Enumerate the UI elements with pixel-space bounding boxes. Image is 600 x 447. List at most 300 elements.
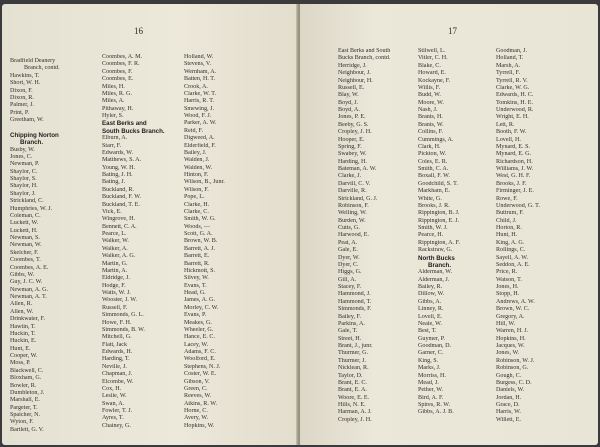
member-name: Bradfield Deanery bbox=[10, 58, 56, 64]
member-name: Darville, R. bbox=[338, 188, 367, 195]
member-name: Coles, E. R. bbox=[418, 158, 448, 165]
member-name: Vitler, C. H. bbox=[418, 55, 448, 62]
member-name: King, S. bbox=[418, 357, 439, 364]
member-name: Darvill, C. V. bbox=[338, 180, 371, 187]
member-name: Bating, J. bbox=[102, 179, 126, 186]
member-name: Bennett, C. A. bbox=[102, 223, 137, 230]
member-name: Welling, W. bbox=[338, 210, 367, 217]
member-name: Buckland, F. W. bbox=[102, 194, 141, 201]
member-name: Edwards, H. C. bbox=[496, 92, 534, 99]
member-name: Wyton, F. bbox=[10, 419, 34, 426]
member-name: Buckland, T. E. bbox=[102, 201, 140, 208]
name-column-left-3 bbox=[184, 54, 225, 430]
member-name: Wingrove, H. bbox=[102, 216, 136, 223]
member-name: Coleman, C. bbox=[10, 212, 41, 219]
member-name: Hunt, E. bbox=[10, 345, 31, 352]
left-page bbox=[2, 4, 298, 445]
member-name: Gibbs, W. bbox=[10, 271, 35, 278]
member-name: Thurmer, G. bbox=[338, 350, 369, 357]
member-name: Shaylor, H. bbox=[10, 183, 38, 190]
member-name: Bailey, R. bbox=[418, 284, 443, 290]
member-name: Brooks, J. F. bbox=[496, 180, 527, 187]
member-name: Guymer, P. bbox=[418, 335, 446, 342]
member-name: Garner, C. bbox=[418, 350, 444, 357]
member-name: Willett, E. bbox=[496, 416, 521, 423]
member-name: Short, W. H. bbox=[10, 80, 41, 87]
member-name: Skelcher, F. bbox=[10, 249, 39, 256]
member-name: Drinkwater, F. bbox=[10, 316, 45, 323]
member-name: Allen, W. bbox=[10, 308, 34, 315]
member-name: Cutts, G. bbox=[338, 225, 360, 231]
branch-heading: East Berks and bbox=[102, 120, 147, 128]
page-number-right: 17 bbox=[448, 26, 457, 36]
branch-heading: Chipping Norton bbox=[10, 131, 59, 139]
member-name: Holland, W. bbox=[184, 54, 214, 60]
member-name: Harris, W. bbox=[496, 409, 521, 416]
member-name: Hooper, E. bbox=[338, 136, 365, 143]
member-name: Pearce, L. bbox=[102, 231, 127, 237]
member-name: Rippington, B. J. bbox=[418, 210, 460, 217]
member-name: Moore, W. bbox=[418, 99, 444, 106]
member-name: Bloxham, G. bbox=[10, 375, 42, 382]
member-name: Nicklean, R. bbox=[338, 365, 369, 372]
member-name: Flatt, Jack bbox=[102, 341, 128, 348]
member-name: Luckett, H. bbox=[10, 227, 38, 234]
member-name: Bartlett, G. V. bbox=[10, 426, 44, 433]
member-name: Brant, E. C. bbox=[338, 379, 367, 386]
member-name bbox=[10, 124, 60, 131]
member-name: Taylor, D. bbox=[338, 372, 363, 379]
member-name: White, G. bbox=[418, 195, 442, 202]
member-name: Harris, R. T. bbox=[184, 98, 215, 105]
member-name: Woods, — bbox=[184, 223, 210, 230]
member-name: Brant, J., junr. bbox=[338, 343, 373, 349]
member-name: Rowe, F. bbox=[496, 195, 518, 202]
member-name: Lacey, W. bbox=[184, 341, 209, 348]
member-name: Mynard, E. S. bbox=[496, 143, 531, 150]
member-name: Shaylor, C. bbox=[10, 168, 38, 175]
member-name: Barrett, R. bbox=[184, 260, 210, 267]
member-name: Rippington, E. J. bbox=[418, 217, 460, 224]
member-name: Coombes, A. E. bbox=[10, 264, 49, 271]
member-name: Guy, J. C. W. bbox=[10, 279, 43, 286]
member-name: Lovell, E. bbox=[418, 313, 443, 320]
member-name: Stacey, F. bbox=[338, 284, 362, 290]
member-name: Hunt, H. bbox=[496, 232, 518, 239]
member-name: Alderman, W. bbox=[418, 269, 453, 276]
member-name: Gibbs, A. J. B. bbox=[418, 409, 454, 416]
member-name: Hyler, S. bbox=[102, 113, 124, 119]
member-name: Watts, W. J. bbox=[102, 290, 131, 296]
member-name: Cropley, J. H. bbox=[338, 416, 372, 423]
member-name: Andrews, A. W. bbox=[496, 298, 535, 305]
member-name: Edwards, H. bbox=[102, 349, 133, 355]
member-name: Hill, W. bbox=[496, 320, 516, 327]
member-name: Smewing, J. bbox=[184, 105, 214, 112]
member-name: Underwood, G. T. bbox=[496, 202, 540, 209]
member-name: Meakes, G. bbox=[184, 319, 212, 326]
member-name: Parkins, A. bbox=[338, 320, 365, 327]
member-name: Gibbs, A. bbox=[418, 298, 442, 305]
member-name: Luckett, W. bbox=[10, 220, 39, 227]
member-name: Sayell, A. W. bbox=[496, 254, 528, 261]
member-name: Wood, F. J. bbox=[184, 113, 212, 119]
member-name: Bucks Branch, contd. bbox=[338, 55, 391, 62]
branch-continuation: Branch, contd. bbox=[24, 65, 60, 72]
member-name: Walker, W. bbox=[102, 238, 129, 245]
member-name: Shaylor, S. bbox=[10, 176, 37, 182]
member-name: Newman, A. T. bbox=[10, 294, 47, 300]
member-name: Gregory, A. bbox=[496, 313, 525, 320]
member-name: Clark, H. bbox=[418, 143, 441, 150]
right-page bbox=[300, 4, 598, 445]
member-name: Vick, E. bbox=[102, 208, 122, 215]
member-name: Cummings, A. bbox=[418, 136, 454, 143]
member-name: Smith, W. G. bbox=[184, 216, 216, 223]
member-name: Dyer, W. bbox=[338, 254, 360, 261]
name-column-right-1 bbox=[338, 48, 390, 424]
member-name: Bateman, A. W. bbox=[338, 166, 377, 172]
member-name: Jordan, H. bbox=[496, 394, 522, 401]
member-name: Howard, E. bbox=[418, 70, 446, 77]
member-name: Bird, A. F. bbox=[418, 394, 444, 401]
member-name: Booth, F. W. bbox=[496, 129, 527, 136]
member-name: Newman, S. bbox=[10, 235, 40, 241]
member-name: Avery, W. bbox=[184, 415, 209, 422]
page-number-left: 16 bbox=[134, 26, 143, 36]
member-name: Blay, W. bbox=[338, 92, 359, 99]
member-name: Jones, P. E. bbox=[338, 114, 366, 121]
member-name: Chapman, J. bbox=[102, 371, 133, 378]
member-name: Marks, J. bbox=[418, 365, 441, 372]
member-name: Head, G. bbox=[184, 290, 206, 296]
member-name: Blake, C. bbox=[418, 62, 441, 69]
branch-heading: North Bucks bbox=[418, 254, 455, 262]
member-name: Russell, F. bbox=[102, 304, 128, 311]
member-name: Neville, J. bbox=[102, 363, 127, 370]
member-name: Goodchild, S. T. bbox=[418, 180, 458, 187]
member-name: Brooks, J. R. bbox=[418, 202, 450, 209]
member-name: Hawkins, T. bbox=[10, 72, 40, 79]
member-name: Harwood, E. bbox=[338, 232, 369, 239]
member-name: Daniels, W. bbox=[496, 387, 525, 394]
branch-heading: Branch. bbox=[20, 139, 44, 147]
member-name: Clarke, W. G. bbox=[496, 84, 530, 91]
member-name: Peat, A. bbox=[338, 239, 358, 246]
member-name: Batten, H. T. bbox=[184, 76, 216, 83]
member-name: Russell, E. bbox=[338, 84, 365, 91]
member-name: Moss, P. bbox=[10, 360, 31, 367]
member-name: Atkins, R. W. bbox=[184, 400, 218, 407]
member-name: West, G. H. F. bbox=[496, 173, 531, 180]
member-name: Spires, R. W. bbox=[418, 402, 450, 408]
member-name: Jones, H. bbox=[496, 284, 519, 290]
member-name: Stevens, V. bbox=[184, 61, 212, 68]
member-name: Clarke, H. bbox=[184, 201, 210, 208]
member-name: Linney, R. bbox=[418, 306, 444, 313]
member-name: Strickland, G. J. bbox=[338, 195, 378, 202]
member-name: Jones, C. bbox=[10, 153, 33, 160]
member-name: Bowler, R. bbox=[10, 382, 37, 389]
member-name: Herridge, J. bbox=[338, 62, 367, 69]
member-name: Harding, T. bbox=[102, 356, 130, 363]
member-name: Gill, A. bbox=[338, 276, 357, 283]
member-name: Woore, E. E. bbox=[338, 394, 370, 401]
member-name: Morriss, H. bbox=[418, 372, 446, 379]
member-name: Coombes, F. bbox=[102, 68, 133, 75]
member-name: Greetham, W. bbox=[10, 117, 44, 123]
member-name: Newman, A. G. bbox=[10, 286, 49, 293]
member-name: Buckland, R. bbox=[102, 186, 134, 193]
member-name: Brown, W. C. bbox=[496, 306, 530, 313]
member-name: Richardson, H. bbox=[496, 158, 533, 165]
member-name: Print, P. bbox=[10, 109, 30, 116]
member-name: Neale, W. bbox=[418, 320, 442, 327]
member-name: Burgess, C. D. bbox=[496, 379, 532, 386]
member-name: Harding, H. bbox=[338, 158, 367, 165]
member-name: Tomkins, H. E. bbox=[496, 99, 533, 106]
member-name: Simmonds, B. W. bbox=[102, 326, 145, 333]
member-name: Price, R. bbox=[496, 269, 518, 276]
member-name: Robinson, W. J. bbox=[496, 357, 535, 364]
member-name: Pether, W. bbox=[418, 387, 443, 394]
member-name: Newman, W. bbox=[10, 242, 42, 249]
member-name: Gale, E. bbox=[338, 247, 358, 254]
member-name: Leslie, W. bbox=[102, 393, 127, 400]
member-name: Simmonds, G. L. bbox=[102, 312, 144, 319]
member-name: Howe, F. H. bbox=[102, 319, 132, 326]
member-name: Reid, F. bbox=[184, 127, 203, 134]
member-name: Woolford, E. bbox=[184, 356, 216, 363]
member-name: Spring, F. bbox=[338, 143, 362, 150]
member-name: Mead, J. bbox=[418, 379, 439, 386]
member-name: Barrett, A. J. bbox=[184, 245, 215, 252]
member-name: Ayres, T. bbox=[102, 415, 124, 422]
member-name: Miles, H. bbox=[102, 83, 125, 90]
member-name: Miles, A. bbox=[102, 98, 125, 105]
member-name: Simmonds, F. bbox=[338, 306, 372, 313]
member-name: Evans, T. bbox=[184, 282, 207, 289]
member-name: Cox, H. bbox=[102, 385, 122, 392]
member-name: Best, T. bbox=[418, 328, 437, 335]
member-name: Young, W. H. bbox=[102, 164, 136, 171]
member-name: Coombes, T. bbox=[10, 257, 41, 264]
member-name: Cooper, W. bbox=[10, 353, 38, 359]
member-name: Smith, W. J. bbox=[418, 225, 448, 231]
member-name: Tyrrell, R. V. bbox=[496, 77, 528, 84]
member-name: Higgs, G. bbox=[338, 269, 362, 276]
member-name: Stephens, N. J. bbox=[184, 363, 221, 370]
member-name: Robinson, G. bbox=[496, 365, 529, 372]
member-name: Brants, W. bbox=[418, 121, 444, 128]
member-name: Thurmer, J. bbox=[338, 357, 367, 364]
member-name: Huckin, T. bbox=[10, 330, 36, 337]
member-name: Neighbour, H. bbox=[338, 77, 373, 84]
member-name: Cropley, J. H. bbox=[338, 129, 372, 136]
member-name: Coster, W. E. bbox=[184, 371, 217, 378]
member-name: Bating, J. H. bbox=[102, 172, 133, 178]
member-name: Huckin, E. bbox=[10, 338, 37, 345]
member-name: Brants, H. bbox=[418, 114, 443, 121]
member-name: Wernham, A. bbox=[184, 68, 217, 75]
member-name: Nash, J. bbox=[418, 107, 438, 113]
member-name: Lett, R. bbox=[496, 121, 515, 128]
member-name: Horton, R. bbox=[496, 225, 522, 231]
member-name: Buttrum, F. bbox=[496, 210, 524, 217]
member-name: Jacques, W. bbox=[496, 343, 525, 349]
member-name: Bailey, J. bbox=[184, 149, 207, 156]
member-name: Blackwell, C. bbox=[10, 367, 44, 374]
member-name: Lovell, H. bbox=[496, 136, 521, 143]
member-name: Underwood, R. bbox=[496, 107, 534, 113]
member-name: Wright, E. H. bbox=[496, 114, 529, 121]
member-name: Bailey, F. bbox=[338, 313, 361, 320]
member-name: Grace, D. bbox=[496, 402, 520, 408]
member-name: Spaicher, N. bbox=[10, 412, 41, 418]
name-column-right-2 bbox=[418, 48, 460, 417]
member-name: Eldridge, J. bbox=[102, 275, 130, 282]
member-name: Holland, T. bbox=[496, 55, 524, 62]
member-name: Tyrrell, F. bbox=[496, 70, 520, 77]
member-name: Shaylor, J. bbox=[10, 190, 36, 197]
member-name: Rippington, A. F. bbox=[418, 239, 461, 246]
member-name: Martin, A. bbox=[102, 267, 128, 274]
member-name: Swan, A. bbox=[102, 400, 125, 407]
member-name: King, A. G. bbox=[496, 239, 525, 246]
member-name: Strickland, C. bbox=[10, 198, 44, 205]
member-name: Brown, W. B. bbox=[184, 238, 218, 245]
member-name: James, A. G. bbox=[184, 297, 215, 304]
member-name: Seddon, A. E. bbox=[496, 261, 530, 268]
member-name: Wooster, J. W. bbox=[102, 297, 137, 304]
branch-heading: South Bucks Branch. bbox=[102, 127, 165, 135]
member-name: Pope, L. bbox=[184, 194, 205, 201]
member-name: Pickton, W. bbox=[418, 151, 447, 158]
member-name: Smith, C. A. bbox=[418, 166, 449, 172]
member-name: Scott, G. A. bbox=[184, 231, 213, 237]
member-name: Fowler, T. J. bbox=[102, 408, 133, 414]
member-name: Dillow, W. bbox=[418, 291, 445, 298]
member-name: Swabey, W. bbox=[338, 151, 367, 158]
member-name: Willis, F. bbox=[418, 84, 441, 91]
member-name: Coombes, A. M. bbox=[102, 54, 143, 60]
member-name: Boxall, F. W. bbox=[418, 173, 450, 180]
member-name: Horne, C. bbox=[184, 408, 208, 414]
member-name: Evans, P. bbox=[184, 312, 207, 319]
member-name: Rackstraw, G. bbox=[418, 247, 453, 254]
member-name: Hickmott, S. bbox=[184, 267, 215, 274]
member-name: Newman, P. bbox=[10, 161, 40, 168]
member-name: Allen, R. bbox=[10, 301, 33, 308]
member-name: Wilson, F. bbox=[184, 186, 209, 193]
member-name: Hopkins, W. bbox=[184, 422, 215, 429]
member-name: Parker, A. W. bbox=[184, 120, 217, 127]
member-name: Child, J. bbox=[496, 217, 517, 224]
member-name: Stilwell, L. bbox=[418, 48, 446, 54]
member-name: Digweed, A. bbox=[184, 135, 215, 142]
member-name: Coombes, F. R. bbox=[102, 61, 140, 68]
member-name: Beeby, G. S. bbox=[338, 121, 369, 128]
member-name: Coombes, E. bbox=[102, 76, 134, 83]
member-name: Dumbleton, J. bbox=[10, 389, 45, 396]
member-name: Hawtin, T. bbox=[10, 323, 36, 330]
member-name: Alderman, J. bbox=[418, 276, 450, 283]
member-name: Markham, E. bbox=[418, 188, 450, 195]
member-name: Budd, W. bbox=[418, 92, 441, 99]
member-name: Silvey, W. bbox=[184, 275, 209, 282]
member-name: Green, C. bbox=[184, 385, 208, 392]
member-name: Palmer, J. bbox=[10, 102, 34, 109]
member-name: Chainey, G. bbox=[102, 422, 131, 429]
member-name: Gale, T. bbox=[338, 328, 358, 335]
member-name: Hills, N. E. bbox=[338, 402, 366, 408]
name-column-right-3 bbox=[496, 48, 540, 424]
member-name: Gibson, V. bbox=[184, 378, 210, 385]
member-name: Clarke, C. bbox=[184, 208, 209, 215]
member-name: Barrett, E. bbox=[184, 253, 210, 260]
member-name: Dixon, R. bbox=[10, 94, 34, 101]
name-column-left-1 bbox=[10, 58, 60, 434]
member-name: East Berks and South bbox=[338, 48, 391, 54]
member-name: Hance, E. C. bbox=[184, 334, 215, 341]
member-name: Miles, R. G. bbox=[102, 90, 132, 97]
member-name: Crook, A. bbox=[184, 83, 208, 90]
member-name: Marsh, A. bbox=[496, 62, 521, 69]
member-name: Dixon, F. bbox=[10, 87, 33, 94]
member-name: Hopkins, H. bbox=[496, 335, 526, 342]
branch-heading: Branch. bbox=[428, 261, 452, 269]
member-name: Firminger, J. E. bbox=[496, 188, 534, 195]
member-name: Hodge, F. bbox=[102, 282, 126, 289]
member-name: Elburn, A. bbox=[102, 135, 128, 142]
member-name: Watson, T. bbox=[496, 276, 522, 283]
member-name: Clarke, W. T. bbox=[184, 90, 217, 97]
member-name: Marshall, E. bbox=[10, 397, 40, 404]
member-name: Walden, J. bbox=[184, 157, 210, 164]
member-name: Wheeler, G. bbox=[184, 326, 214, 333]
member-name: Mynard, E. G. bbox=[496, 151, 532, 158]
member-name: Starr, F. bbox=[102, 142, 122, 149]
name-column-left-2 bbox=[102, 54, 165, 430]
member-name: Warren, H. J. bbox=[496, 328, 529, 335]
member-name: Pearce, H. bbox=[418, 232, 444, 239]
member-name: Burden, W. bbox=[338, 217, 366, 224]
member-name: Elcombe, W. bbox=[102, 378, 134, 385]
member-name: Busby, W. bbox=[10, 146, 35, 153]
member-name: Martin, G. bbox=[102, 260, 128, 267]
member-name: Rollings, C. bbox=[496, 247, 526, 254]
member-name: Walker, A. G. bbox=[102, 253, 136, 260]
member-name: Morley, C. W. bbox=[184, 304, 219, 311]
member-name: Brant, E. A. bbox=[338, 387, 367, 394]
member-name: Boyd, J. bbox=[338, 99, 359, 106]
member-name: Mitchell, G. bbox=[102, 334, 132, 341]
member-name: Hinton, F. bbox=[184, 172, 209, 178]
member-name: Hammond, T. bbox=[338, 298, 372, 305]
member-name: Collins, F. bbox=[418, 129, 444, 136]
member-name: Stopp, H. bbox=[496, 291, 520, 298]
member-name: Matthews, S. A. bbox=[102, 157, 142, 164]
member-name: Hammond, J. bbox=[338, 291, 371, 298]
member-name: Clarke, J. bbox=[338, 173, 362, 180]
member-name: Pithaway, H. bbox=[102, 105, 134, 112]
member-name: Wilson, B., Junr. bbox=[184, 179, 225, 186]
member-name: Humphries, W. J. bbox=[10, 205, 53, 212]
member-name: Walker, A. bbox=[102, 245, 128, 252]
member-name: Harman, A. J. bbox=[338, 409, 372, 416]
member-name: Robinson, F. bbox=[338, 202, 369, 209]
member-name: Goodman, D. bbox=[418, 343, 452, 349]
